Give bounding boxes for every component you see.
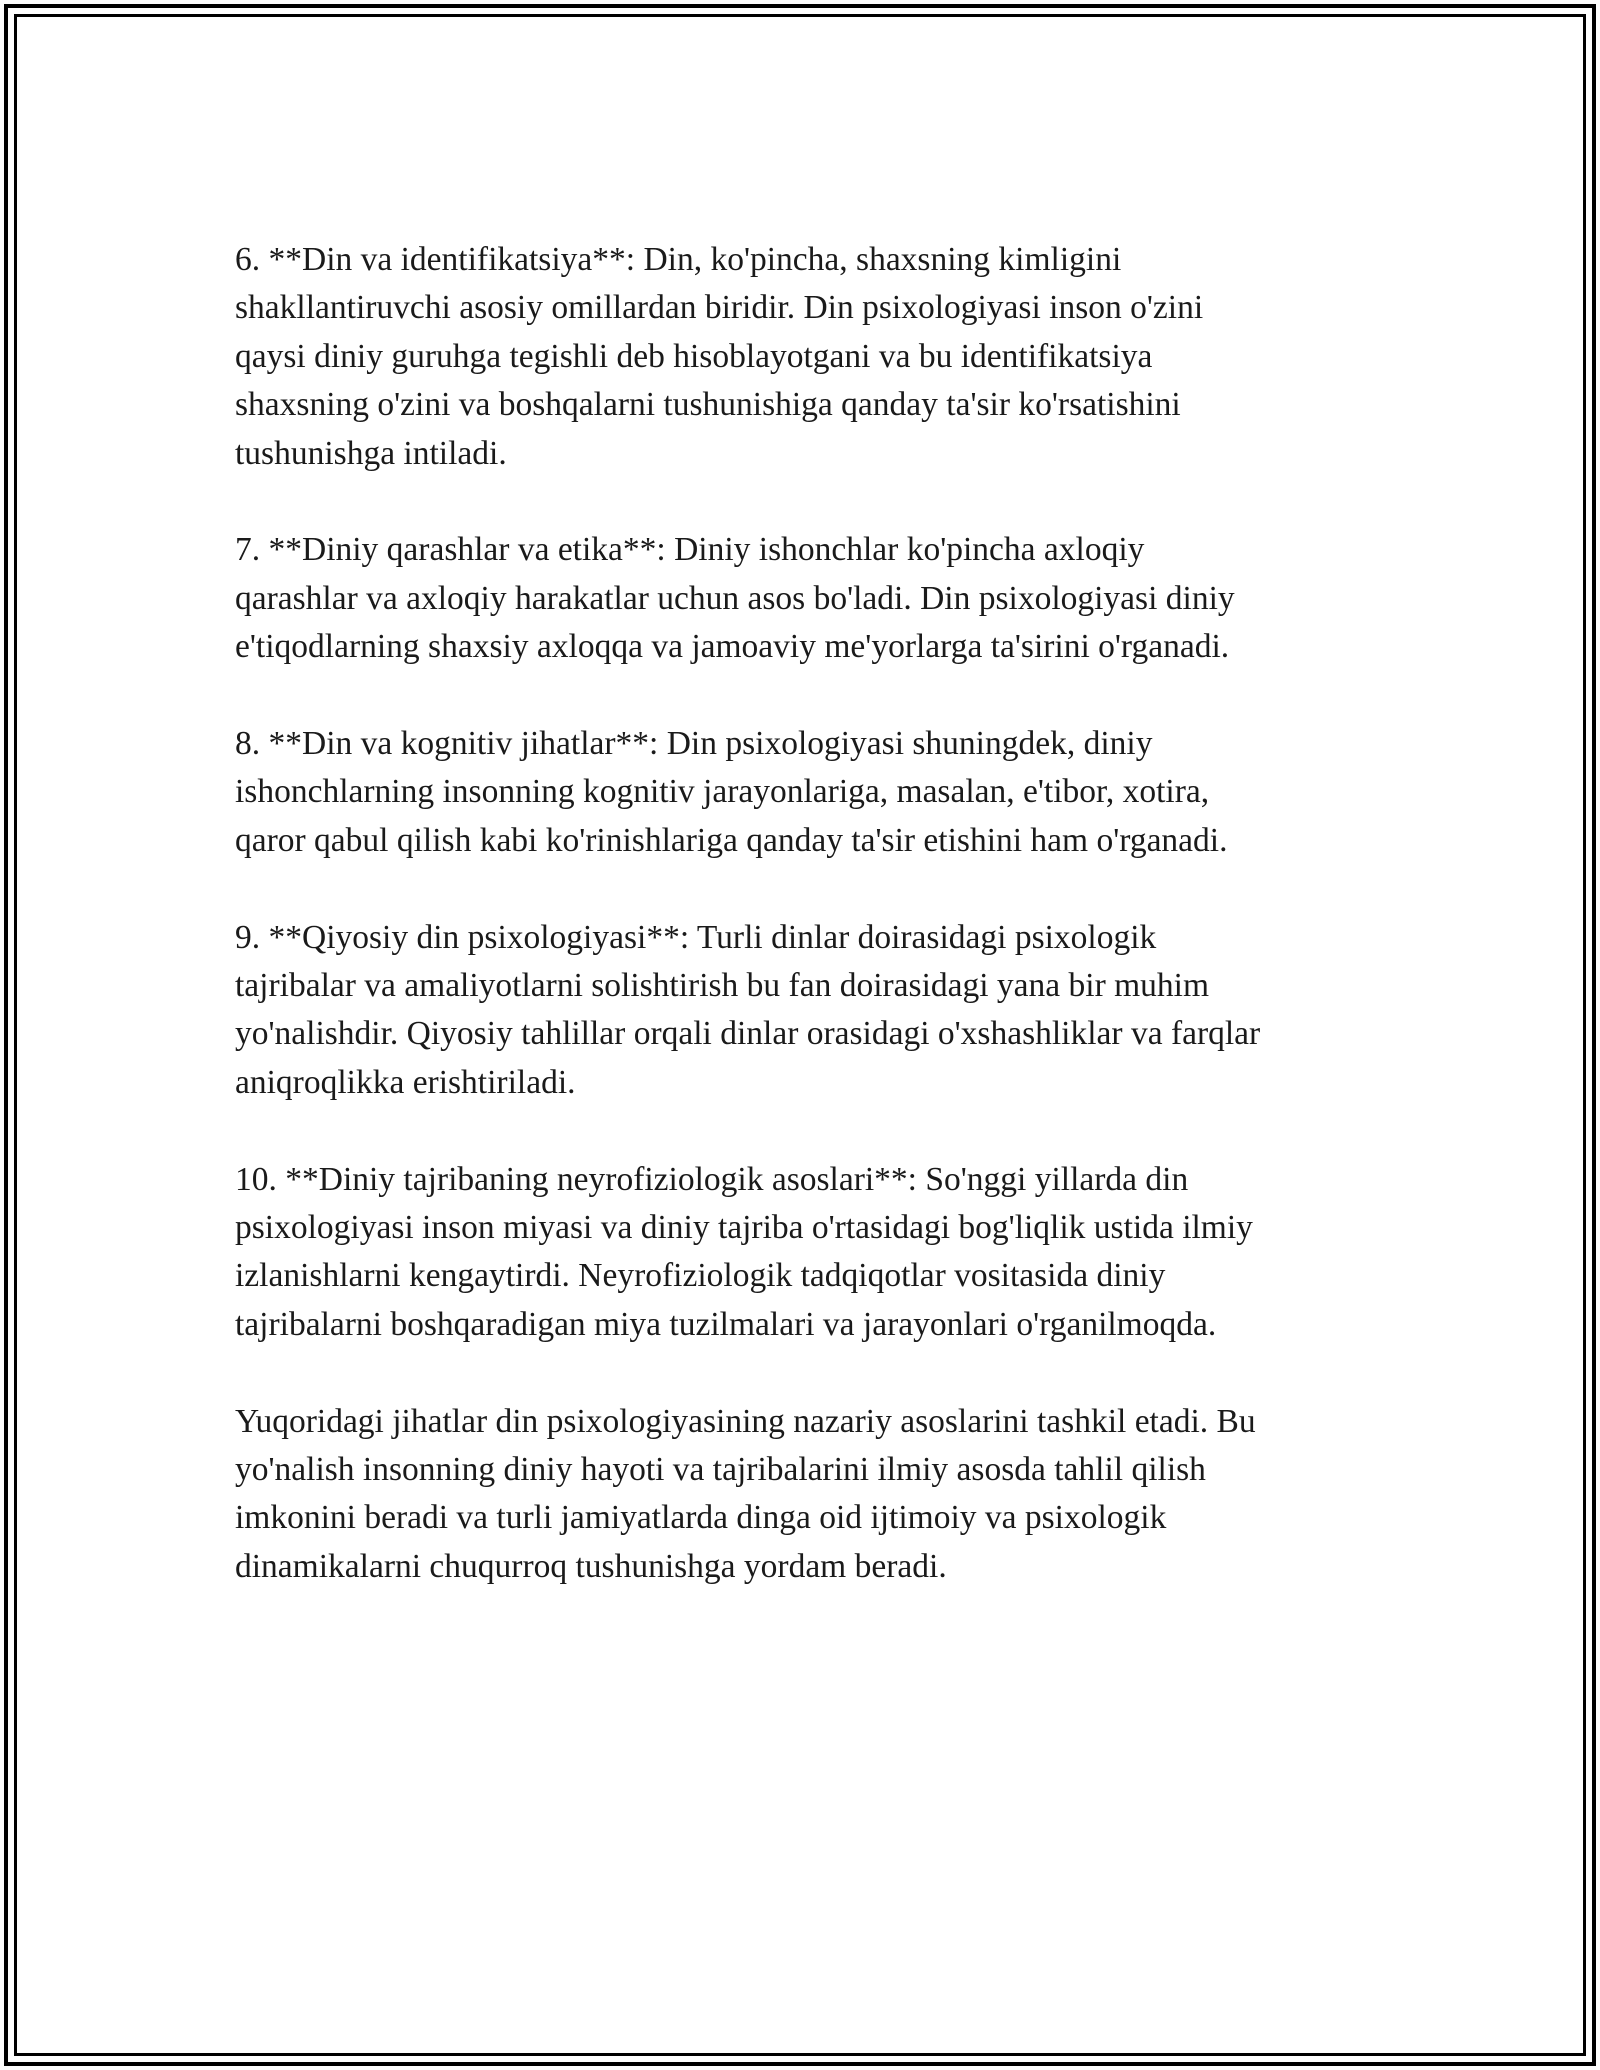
document-body xyxy=(235,236,1375,1640)
paragraph-item-7: 7. **Diniy qarashlar va etika**: Diniy ishonchlar ko'pincha axloqiy qarashlar va axloqiy harakatlar uchun asos bo'ladi. Din psixologiyasi diniy e'tiqodlarning shaxsiy axloqqa va jamoaviy me'yorlarga ta'sirini o'rganadi. xyxy=(235,531,1235,666)
paragraph-item-6: 6. **Din va identifikatsiya**: Din, ko'pincha, shaxsning kimligini shakllantiruvchi asosiy omillardan biridir. Din psixologiyasi inson o'zini qaysi diniy guruhga tegishli deb hisoblayotgani va bu identifikatsiya shaxsning o'zini va boshqalarni tushunishiga qanday ta'sir ko'rsatishini tushunishga intiladi. xyxy=(235,241,1204,472)
paragraph-item-8: 8. **Din va kognitiv jihatlar**: Din psixologiyasi shuningdek, diniy ishonchlarning insonning kognitiv jarayonlariga, masalan, e'tibor, xotira, qaror qabul qilish kabi ko'rinishlariga qanday ta'sir etishini ham o'rganadi. xyxy=(235,725,1228,859)
paragraph-conclusion: Yuqoridagi jihatlar din psixologiyasining nazariy asoslarini tashkil etadi. Bu yo'nalish insonning diniy hayoti va tajribalarini ilmiy asosda tahlil qilish imkonini beradi va turli jamiyatlarda dinga oid ijtimoiy va psixologik dinamikalarni chuqurroq tushunishga yordam beradi. xyxy=(235,1402,1256,1585)
paragraph-item-9: 9. **Qiyosiy din psixologiyasi**: Turli dinlar doirasidagi psixologik tajribalar va amaliyotlarni solishtirish bu fan doirasidagi yana bir muhim yo'nalishdir. Qiyosiy tahlillar orqali dinlar orasidagi o'xshashliklar va farqlar aniqroqlikka erishtiriladi. xyxy=(235,918,1261,1101)
paragraph-item-10: 10. **Diniy tajribaning neyrofiziologik asoslari**: So'nggi yillarda din psixologiyasi inson miyasi va diniy tajriba o'rtasidagi bog'liqlik ustida ilmiy izlanishlarni kengaytirdi. Neyrofiziologik tadqiqotlar vositasida diniy tajribalarni boshqaradigan miya tuzilmalari va jarayonlari o'rganilmoqda. xyxy=(235,1160,1253,1343)
